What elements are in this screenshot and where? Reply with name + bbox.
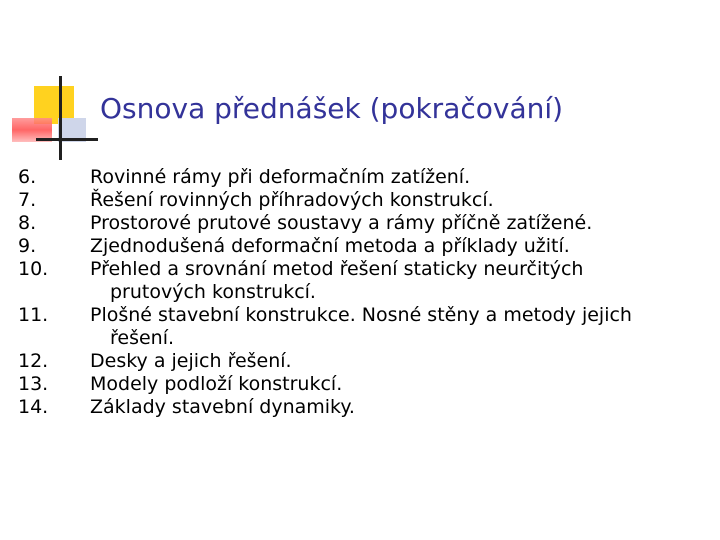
- slide-title: Osnova přednášek (pokračování): [100, 92, 564, 125]
- item-number: 14.: [18, 396, 49, 418]
- item-number: 6.: [18, 166, 37, 188]
- item-text: Řešení rovinných příhradových konstrukcí.: [90, 189, 494, 211]
- item-text: Modely podloží konstrukcí.: [90, 373, 343, 395]
- item-number: 9.: [18, 235, 37, 257]
- item-number: 11.: [18, 304, 49, 326]
- list-item: [18, 373, 708, 396]
- item-number: 12.: [18, 350, 49, 372]
- item-text-block: [90, 304, 708, 350]
- list-item: [18, 258, 708, 304]
- item-text-continuation: řešení.: [110, 327, 175, 349]
- list-item: [18, 396, 708, 419]
- list-item: [18, 304, 708, 350]
- list-item: [18, 212, 708, 235]
- logo-decoration: [0, 0, 100, 170]
- list-item: [18, 189, 708, 212]
- item-text: Plošné stavební konstrukce. Nosné stěny a metody jejich: [90, 304, 632, 326]
- item-text: Prostorové prutové soustavy a rámy příčně zatížené.: [90, 212, 593, 234]
- list-item: [18, 235, 708, 258]
- item-text-continuation: prutových konstrukcí.: [110, 281, 316, 303]
- item-text: Základy stavební dynamiky.: [90, 396, 355, 418]
- item-number: 10.: [18, 258, 49, 280]
- item-text: Zjednodušená deformační metoda a příklady užití.: [90, 235, 570, 257]
- item-text: Desky a jejich řešení.: [90, 350, 292, 372]
- logo-vertical-line: [59, 76, 62, 160]
- item-number: 13.: [18, 373, 49, 395]
- lecture-outline-list: [18, 166, 708, 419]
- list-item: [18, 350, 708, 373]
- list-item: [18, 166, 708, 189]
- item-number: 8.: [18, 212, 37, 234]
- item-number: 7.: [18, 189, 37, 211]
- item-text-block: [90, 258, 708, 304]
- item-text: Rovinné rámy při deformačním zatížení.: [90, 166, 471, 188]
- logo-horizontal-line: [36, 138, 98, 141]
- item-text: Přehled a srovnání metod řešení staticky neurčitých: [90, 258, 584, 280]
